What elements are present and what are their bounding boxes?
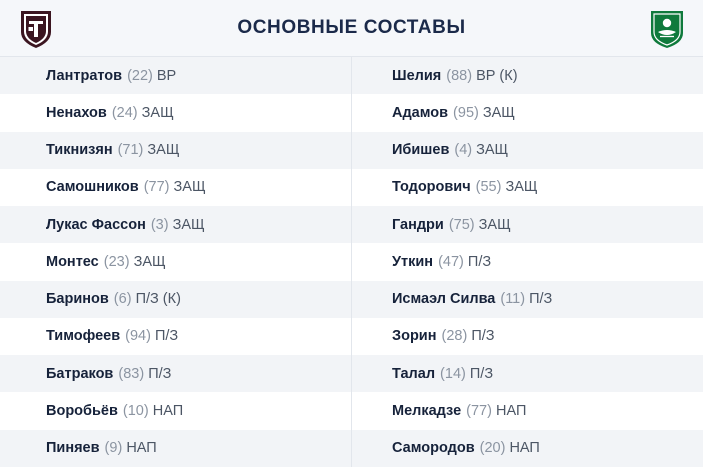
- player-name: Тимофеев: [46, 328, 121, 345]
- player-name: Мелкадзе: [392, 403, 462, 420]
- player-position: ЗАЩ: [141, 104, 174, 121]
- player-number: (77): [143, 179, 170, 196]
- list-item: [352, 132, 703, 169]
- player-number: (4): [454, 142, 473, 159]
- list-item: [352, 430, 703, 467]
- player-position: НАП: [509, 440, 540, 457]
- player-position: П/З: [529, 291, 553, 308]
- player-position: НАП: [126, 440, 157, 457]
- player-position: ВР: [156, 67, 177, 84]
- player-number: (94): [125, 328, 151, 345]
- player-name: Монтес: [46, 253, 99, 270]
- player-number: (9): [104, 440, 123, 457]
- player-position: ЗАЩ: [147, 142, 180, 159]
- list-item: [352, 318, 703, 355]
- player-number: (3): [150, 216, 169, 233]
- player-number: (75): [448, 216, 475, 233]
- player-name: Самошников: [46, 179, 139, 196]
- player-number: (47): [438, 253, 464, 270]
- lokomotiv-crest-icon: [14, 8, 58, 50]
- player-position: П/З: [148, 365, 172, 382]
- player-name: Шелия: [392, 67, 442, 84]
- list-item: [352, 243, 703, 280]
- list-item: [352, 57, 703, 94]
- player-number: (71): [117, 142, 144, 159]
- list-item: [0, 132, 351, 169]
- lineups-columns: [0, 57, 703, 467]
- player-number: (77): [466, 403, 492, 420]
- player-number: (23): [103, 253, 130, 270]
- list-item: [0, 281, 351, 318]
- player-position: П/З: [469, 365, 494, 382]
- player-number: (20): [479, 440, 506, 457]
- player-name: Зорин: [392, 328, 437, 345]
- player-position: ЗАЩ: [133, 253, 166, 270]
- page-title: ОСНОВНЫЕ СОСТАВЫ: [237, 17, 466, 38]
- player-name: Ибишев: [392, 142, 450, 159]
- player-name: Пиняев: [46, 440, 100, 457]
- player-name: Самородов: [392, 440, 475, 457]
- player-name: Талал: [392, 365, 436, 382]
- player-position: ЗАЩ: [172, 216, 205, 233]
- player-position: П/З (К): [135, 291, 181, 308]
- list-item: [0, 318, 351, 355]
- player-number: (24): [111, 104, 138, 121]
- player-number: (11): [500, 291, 526, 308]
- away-lineup-column: [352, 57, 703, 467]
- list-item: [0, 392, 351, 429]
- player-name: Уткин: [392, 253, 434, 270]
- player-position: ЗАЩ: [476, 142, 509, 159]
- list-item: [352, 392, 703, 429]
- list-item: [0, 94, 351, 131]
- player-position: НАП: [152, 403, 184, 420]
- player-name: Лантратов: [46, 67, 123, 84]
- player-position: ВР (К): [476, 67, 518, 84]
- player-name: Тикнизян: [46, 142, 113, 159]
- player-name: Исмаэл Силва: [392, 291, 496, 308]
- list-item: [0, 57, 351, 94]
- player-number: (55): [475, 179, 502, 196]
- list-item: [0, 243, 351, 280]
- player-position: П/З: [471, 328, 495, 345]
- player-name: Воробьёв: [46, 403, 118, 420]
- player-number: (22): [127, 67, 153, 84]
- player-position: ЗАЩ: [505, 179, 538, 196]
- player-position: П/З: [467, 253, 492, 270]
- player-number: (6): [113, 291, 132, 308]
- list-item: [0, 430, 351, 467]
- list-item: [0, 169, 351, 206]
- list-item: [0, 355, 351, 392]
- list-item: [352, 281, 703, 318]
- player-name: Гандри: [392, 216, 444, 233]
- player-name: Ненахов: [46, 104, 107, 121]
- player-name: Тодорович: [392, 179, 471, 196]
- player-position: НАП: [495, 403, 527, 420]
- player-name: Лукас Фассон: [46, 216, 146, 233]
- list-item: [352, 94, 703, 131]
- player-position: ЗАЩ: [482, 104, 515, 121]
- player-number: (14): [440, 365, 466, 382]
- player-name: Адамов: [392, 104, 449, 121]
- list-item: [352, 206, 703, 243]
- player-number: (10): [122, 403, 149, 420]
- player-number: (28): [441, 328, 468, 345]
- player-name: Батраков: [46, 365, 114, 382]
- player-position: ЗАЩ: [173, 179, 206, 196]
- list-item: [0, 206, 351, 243]
- list-item: [352, 355, 703, 392]
- player-name: Баринов: [46, 291, 109, 308]
- player-position: П/З: [154, 328, 179, 345]
- player-number: (88): [446, 67, 473, 84]
- list-item: [352, 169, 703, 206]
- header: [0, 0, 703, 57]
- player-position: ЗАЩ: [478, 216, 511, 233]
- akhmat-crest-icon: [645, 8, 689, 50]
- player-number: (83): [118, 365, 145, 382]
- home-lineup-column: [0, 57, 352, 467]
- player-number: (95): [453, 104, 479, 121]
